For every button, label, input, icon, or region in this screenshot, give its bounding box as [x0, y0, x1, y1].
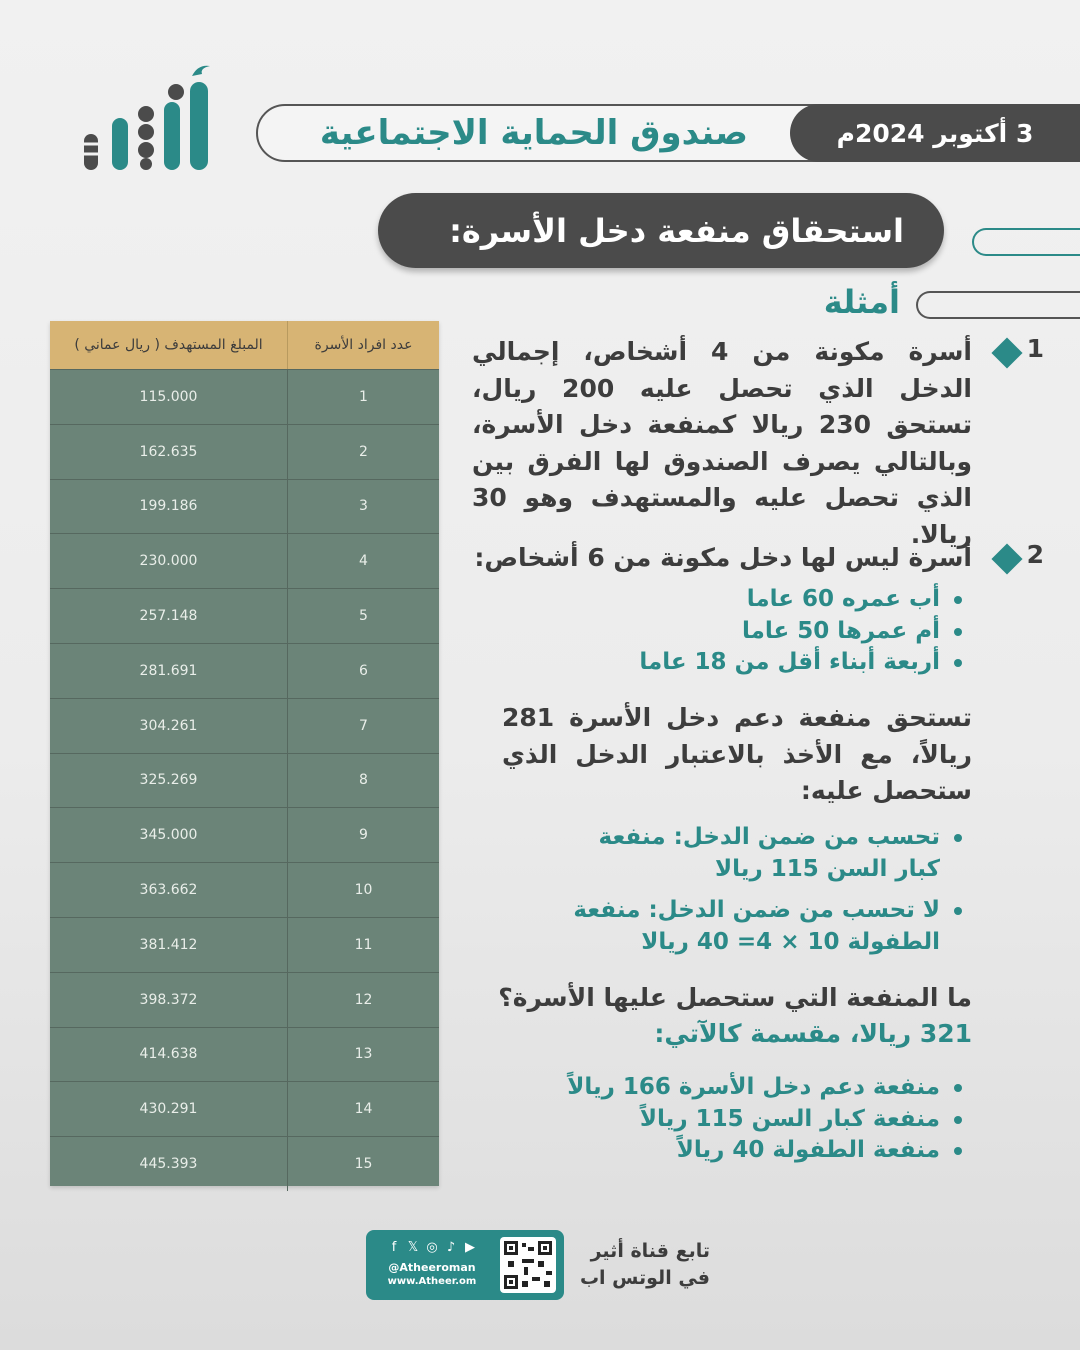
cell-amount: 230.000 [139, 553, 198, 570]
list-item: لا تحسب من ضمن الدخل: منفعة الطفولة 10 × 4= 40 ريالا [560, 895, 940, 958]
website-link[interactable]: www.Atheer.om [387, 1276, 477, 1287]
cell-count: 6 [287, 644, 439, 698]
family-members-list [639, 584, 940, 679]
examples-heading: أمثلة [823, 283, 900, 321]
facebook-icon[interactable]: f [391, 1240, 397, 1255]
decorative-line [916, 291, 1080, 319]
list-item: منفعة الطفولة 40 ريالاً [567, 1135, 940, 1167]
cell-amount: 430.291 [139, 1101, 198, 1118]
cell-amount: 325.269 [139, 772, 198, 789]
table-row [50, 862, 439, 917]
table-body [50, 369, 439, 1191]
social-handle[interactable]: @Atheeroman [388, 1261, 476, 1274]
atheer-logo [84, 62, 218, 170]
list-item: أم عمرها 50 عاما [639, 616, 940, 648]
list-item: منفعة كبار السن 115 ريالاً [567, 1104, 940, 1136]
table-row [50, 972, 439, 1027]
section-title: استحقاق منفعة دخل الأسرة: [378, 193, 944, 268]
decorative-line [972, 228, 1080, 256]
example-number-2: 2 [1026, 540, 1044, 569]
cell-count: 8 [287, 754, 439, 808]
follow-line-1: تابع قناة أثير [590, 1240, 710, 1262]
cell-amount: 281.691 [139, 662, 198, 679]
table-row [50, 369, 439, 424]
column-header-amount: المبلغ المستهدف ( ريال عماني ) [74, 337, 263, 353]
cell-amount: 445.393 [139, 1156, 198, 1173]
qr-code-icon[interactable] [500, 1237, 556, 1293]
cell-count: 2 [287, 425, 439, 479]
table-row [50, 479, 439, 534]
cell-amount: 162.635 [139, 443, 198, 460]
table-header [50, 321, 439, 369]
income-items-list [560, 822, 940, 958]
cell-count: 13 [287, 1028, 439, 1082]
diamond-bullet-icon [991, 543, 1022, 574]
follow-text [580, 1238, 710, 1292]
diamond-bullet-icon [991, 337, 1022, 368]
cell-count: 14 [287, 1082, 439, 1136]
list-item: منفعة دعم دخل الأسرة 166 ريالاً [567, 1072, 940, 1104]
x-icon[interactable]: 𝕏 [407, 1240, 419, 1255]
example-number-1: 1 [1026, 334, 1044, 363]
list-item: تحسب من ضمن الدخل: منفعة كبار السن 115 ريالا [560, 822, 940, 885]
example-1-text: أسرة مكونة من 4 أشخاص، إجمالي الدخل الذي تحصل عليه 200 ريال، تستحق 230 ريالا كمنفعة دخل الأسرة، وبالتالي يصرف الصندوق لها الفرق بين الذي تحصل عليه والمستهدف وهو 30 ريالا. [472, 337, 973, 549]
cell-count: 15 [287, 1137, 439, 1191]
cell-count: 5 [287, 589, 439, 643]
list-item: أب عمره 60 عاما [639, 584, 940, 616]
table-row [50, 698, 439, 753]
example-2-intro: أسرة ليس لها دخل مكونة من 6 أشخاص: [474, 543, 972, 572]
column-header-count: عدد افراد الأسرة [287, 321, 439, 369]
cell-amount: 257.148 [139, 608, 198, 625]
entitlement-text: تستحق منفعة دعم دخل الأسرة 281 ريالاً، مع الأخذ بالاعتبار الدخل الذي ستحصل عليه: [502, 703, 972, 805]
cell-amount: 304.261 [139, 717, 198, 734]
instagram-icon[interactable]: ◎ [426, 1240, 438, 1255]
cell-count: 11 [287, 918, 439, 972]
cell-amount: 381.412 [139, 936, 198, 953]
tiktok-icon[interactable]: ♪ [446, 1240, 456, 1255]
cell-amount: 414.638 [139, 1046, 198, 1063]
cell-count: 12 [287, 973, 439, 1027]
social-icons [380, 1240, 484, 1256]
table-row [50, 1136, 439, 1191]
cell-count: 7 [287, 699, 439, 753]
question-text: ما المنفعة التي ستحصل عليها الأسرة؟ [498, 983, 972, 1012]
follow-line-2: في الوتس اب [579, 1267, 710, 1289]
table-row [50, 1027, 439, 1082]
cell-count: 9 [287, 808, 439, 862]
cell-count: 3 [287, 480, 439, 534]
target-amount-table [50, 321, 439, 1186]
answer-text: 321 ريالا، مقسمة كالآتي: [654, 1019, 972, 1048]
table-row [50, 807, 439, 862]
page-title: صندوق الحماية الاجتماعية [319, 113, 748, 153]
cell-count: 4 [287, 534, 439, 588]
table-row [50, 643, 439, 698]
benefit-breakdown-list [567, 1072, 940, 1167]
cell-count: 10 [287, 863, 439, 917]
cell-amount: 398.372 [139, 991, 198, 1008]
cell-count: 1 [287, 370, 439, 424]
table-row [50, 588, 439, 643]
cell-amount: 363.662 [139, 882, 198, 899]
date-badge: 3 أكتوبر 2024م [790, 104, 1080, 162]
cell-amount: 115.000 [139, 388, 198, 405]
table-row [50, 1081, 439, 1136]
table-row [50, 533, 439, 588]
table-row [50, 917, 439, 972]
cell-amount: 199.186 [139, 498, 198, 515]
table-row [50, 424, 439, 479]
youtube-icon[interactable]: ▶ [465, 1240, 475, 1255]
list-item: أربعة أبناء أقل من 18 عاما [639, 647, 940, 679]
table-row [50, 753, 439, 808]
cell-amount: 345.000 [139, 827, 198, 844]
